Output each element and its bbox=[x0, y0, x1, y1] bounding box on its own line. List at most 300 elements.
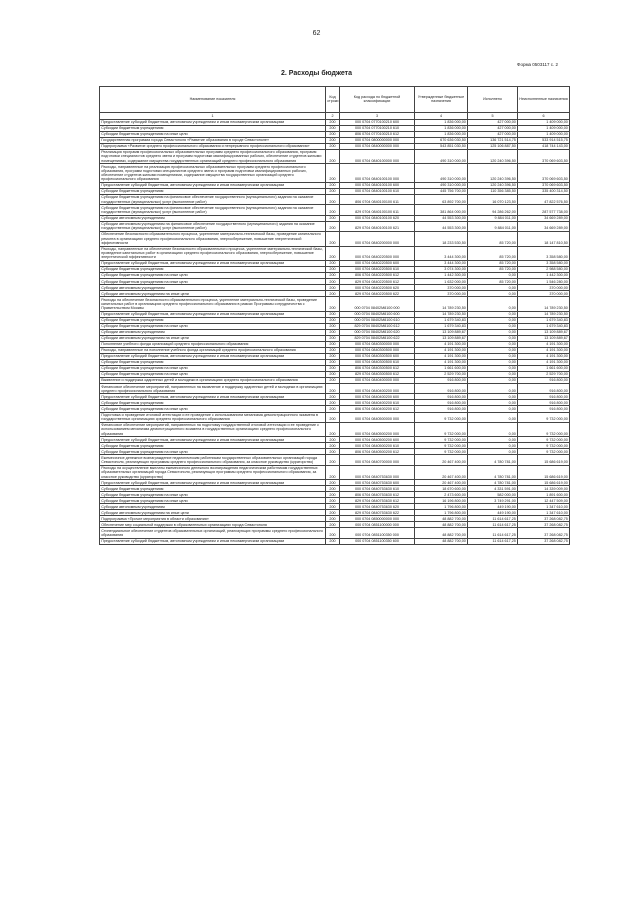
row-approved: 18 670 600,00 bbox=[415, 486, 468, 492]
row-name: Субсидии бюджетным учреждениям на иные цели bbox=[100, 131, 326, 137]
row-name: Субсидии бюджетным учреждениям bbox=[100, 125, 326, 131]
row-code: 200 bbox=[326, 498, 340, 504]
row-classification: 000 0704 0840753630 600 bbox=[340, 480, 415, 486]
table-row bbox=[100, 498, 570, 504]
row-unexecuted: 34 669 289,00 bbox=[518, 221, 570, 231]
row-executed: 0,00 bbox=[468, 323, 518, 329]
row-name: Предоставление субсидий бюджетным, автономным учреждениям и иным некоммерческим организациям bbox=[100, 311, 326, 317]
row-executed: 0,00 bbox=[468, 394, 518, 400]
row-code: 200 bbox=[326, 279, 340, 285]
row-code: 200 bbox=[326, 443, 340, 449]
row-executed: 0,00 bbox=[468, 437, 518, 443]
row-unexecuted: 916 800,00 bbox=[518, 384, 570, 394]
row-code: 200 bbox=[326, 510, 340, 516]
row-unexecuted: 1 891 600,00 bbox=[518, 492, 570, 498]
row-classification: 000 0704 0851100350 600 bbox=[340, 538, 415, 544]
row-classification: 000 0704 0840400200 000 bbox=[340, 384, 415, 394]
row-approved: 1 632 000,00 bbox=[415, 279, 468, 285]
row-approved: 14 789 230,50 bbox=[415, 311, 468, 317]
row-unexecuted: 3 358 580,00 bbox=[518, 246, 570, 261]
table-row bbox=[100, 131, 570, 137]
row-unexecuted: 15 686 619,00 bbox=[518, 455, 570, 465]
row-code: 200 bbox=[326, 297, 340, 312]
row-unexecuted: 370 069 603,50 bbox=[518, 164, 570, 183]
row-classification: 829 0704 0840100100 621 bbox=[340, 221, 415, 231]
row-classification: 806 0704 0840400200 612 bbox=[340, 406, 415, 412]
row-classification: 829 0704 0840100100 611 bbox=[340, 205, 415, 215]
row-classification: 000 0704 0840400200 600 bbox=[340, 394, 415, 400]
row-classification: 000 0704 0800000000 000 bbox=[340, 137, 415, 143]
row-name: Субсидии бюджетным учреждениям bbox=[100, 486, 326, 492]
row-code: 200 bbox=[326, 125, 340, 131]
row-approved: 2 529 700,00 bbox=[415, 372, 468, 378]
row-code: 200 bbox=[326, 406, 340, 412]
column-index: 2 bbox=[326, 112, 340, 119]
table-row bbox=[100, 119, 570, 125]
row-executed: 85 720,00 bbox=[468, 261, 518, 267]
row-classification: 000 0704 0840300500 600 bbox=[340, 353, 415, 359]
row-code: 200 bbox=[326, 317, 340, 323]
row-code: 200 bbox=[326, 455, 340, 465]
row-name: Расходы на обеспечение безопасности образовательного процесса, укрепление материально-технической базы, проведение капитальных работ в организациях среднего профессионального образования в рамках Программы сотрудничества с Правительством Москвы bbox=[100, 297, 326, 312]
row-code: 200 bbox=[326, 372, 340, 378]
row-name: Государственная программа города Севастополя «Развитие образования в городе Севастополе» bbox=[100, 137, 326, 143]
row-code: 200 bbox=[326, 291, 340, 297]
row-classification: 829 0704 08402М8100 622 bbox=[340, 335, 415, 341]
table-row bbox=[100, 422, 570, 437]
row-name: Субсидии автономным учреждениям на иные цели bbox=[100, 510, 326, 516]
row-approved: 20 467 400,00 bbox=[415, 455, 468, 465]
row-executed: 0,00 bbox=[468, 335, 518, 341]
row-name: Субсидии автономным учреждениям на иные цели bbox=[100, 291, 326, 297]
table-row bbox=[100, 480, 570, 486]
row-name: Предоставление субсидий бюджетным, автономным учреждениям и иным некоммерческим организациям bbox=[100, 437, 326, 443]
column-index: 1 bbox=[100, 112, 326, 119]
row-name: Субсидии бюджетным учреждениям bbox=[100, 317, 326, 323]
row-unexecuted: 9 732 000,00 bbox=[518, 443, 570, 449]
row-approved: 490 310 000,00 bbox=[415, 149, 468, 164]
row-name: Субсидии бюджетным учреждениям bbox=[100, 443, 326, 449]
row-name: Стипендиальное обеспечение студентов образовательных организаций, реализующих программы среднего профессионального образования bbox=[100, 528, 326, 538]
row-approved: 1 679 340,83 bbox=[415, 317, 468, 323]
row-approved: 670 636 030,50 bbox=[415, 137, 468, 143]
row-code: 200 bbox=[326, 394, 340, 400]
row-classification: 000 0704 0840220500 600 bbox=[340, 261, 415, 267]
row-executed: 11 614 617,25 bbox=[468, 538, 518, 544]
row-executed: 0,00 bbox=[468, 341, 518, 347]
row-executed: 0,00 bbox=[468, 353, 518, 359]
row-unexecuted: 12 447 509,00 bbox=[518, 498, 570, 504]
row-classification: 000 0704 0840500200 610 bbox=[340, 443, 415, 449]
row-approved: 1 796 800,00 bbox=[415, 510, 468, 516]
row-executed: 11 614 617,25 bbox=[468, 516, 518, 522]
row-approved: 9 732 000,00 bbox=[415, 449, 468, 455]
row-code: 200 bbox=[326, 412, 340, 422]
row-code: 200 bbox=[326, 449, 340, 455]
row-approved: 1 836 000,00 bbox=[415, 119, 468, 125]
row-approved: 1 796 800,00 bbox=[415, 504, 468, 510]
row-classification: 000 0704 0840100100 620 bbox=[340, 215, 415, 221]
row-unexecuted: 1 347 610,00 bbox=[518, 504, 570, 510]
row-name: Субсидии бюджетным учреждениям на иные цели bbox=[100, 323, 326, 329]
row-approved: 370 000,00 bbox=[415, 291, 468, 297]
row-executed: 0,00 bbox=[468, 366, 518, 372]
row-unexecuted: 4 191 300,00 bbox=[518, 347, 570, 353]
row-unexecuted: 14 789 230,50 bbox=[518, 297, 570, 312]
row-unexecuted: 1 409 000,00 bbox=[518, 131, 570, 137]
row-approved: 13 109 889,67 bbox=[415, 329, 468, 335]
row-executed: 427 000,00 bbox=[468, 119, 518, 125]
row-executed: 120 240 396,50 bbox=[468, 164, 518, 183]
row-name: Расходы на осуществление выплаты ежемесячного денежного вознаграждения педагогическим работникам государственных образовательных организаций города Севастополя, реализующих программы среднего профессионального образования, за классное руководство (кураторство) bbox=[100, 465, 326, 480]
row-unexecuted: 2 529 700,00 bbox=[518, 372, 570, 378]
table-row bbox=[100, 149, 570, 164]
row-unexecuted: 1 409 000,00 bbox=[518, 119, 570, 125]
row-unexecuted: 1 679 340,83 bbox=[518, 323, 570, 329]
row-executed: 0,00 bbox=[468, 422, 518, 437]
row-classification: 000 0704 0840100100 000 bbox=[340, 164, 415, 183]
table-row bbox=[100, 384, 570, 394]
budget-table bbox=[99, 86, 570, 545]
row-classification: 000 0704 0851100350 000 bbox=[340, 528, 415, 538]
row-unexecuted: 13 109 889,67 bbox=[518, 335, 570, 341]
row-name: Предоставление субсидий бюджетным, автономным учреждениям и иным некоммерческим организациям bbox=[100, 353, 326, 359]
row-code: 200 bbox=[326, 221, 340, 231]
table-row bbox=[100, 143, 570, 149]
row-executed: 0,00 bbox=[468, 311, 518, 317]
row-approved: 490 310 000,00 bbox=[415, 164, 468, 183]
row-executed: 85 720,00 bbox=[468, 279, 518, 285]
table-row bbox=[100, 412, 570, 422]
row-approved: 916 800,00 bbox=[415, 384, 468, 394]
row-code: 200 bbox=[326, 465, 340, 480]
row-name: Субсидии бюджетным учреждениям на иные цели bbox=[100, 492, 326, 498]
row-classification: 000 0704 0851100000 000 bbox=[340, 522, 415, 528]
row-approved: 9 732 000,00 bbox=[415, 422, 468, 437]
row-classification: 000 0704 0850000000 000 bbox=[340, 516, 415, 522]
row-approved: 16 196 800,00 bbox=[415, 498, 468, 504]
row-code: 200 bbox=[326, 522, 340, 528]
row-executed: 0,00 bbox=[468, 347, 518, 353]
row-name: Ежемесячное денежное вознаграждение педагогическим работникам государственных образовательных организаций города Севастополя, реализующих программы среднего профессионального образования, за классное руководство (кураторство) bbox=[100, 455, 326, 465]
row-executed: 0,00 bbox=[468, 378, 518, 384]
row-unexecuted: 9 732 000,00 bbox=[518, 412, 570, 422]
row-unexecuted: 916 800,00 bbox=[518, 394, 570, 400]
row-approved: 14 789 230,50 bbox=[415, 297, 468, 312]
row-name: Подготовка и проведение итоговой аттестации и ее проведение с использованием механизма демонстрационного экзамена в государственных организациях среднего профессионального образования bbox=[100, 412, 326, 422]
row-executed: 4 780 781,00 bbox=[468, 480, 518, 486]
header-executed: Исполнено bbox=[468, 87, 518, 113]
row-name: Выявление и поддержка одаренных детей и молодежи в организациях среднего профессионального образования bbox=[100, 378, 326, 384]
table-row bbox=[100, 492, 570, 498]
row-name: Пополнение учебного фонда организаций среднего профессионального образования bbox=[100, 341, 326, 347]
row-executed: 0,00 bbox=[468, 443, 518, 449]
row-approved: 20 467 400,00 bbox=[415, 465, 468, 480]
row-name: Субсидии бюджетным учреждениям на финансовое обеспечение государственного (муниципального) задания на оказание государственных (муниципальных) услуг (выполнение работ) bbox=[100, 195, 326, 205]
header-row bbox=[100, 87, 570, 113]
row-approved: 4 191 300,00 bbox=[415, 347, 468, 353]
row-code: 200 bbox=[326, 231, 340, 246]
row-executed: 85 720,00 bbox=[468, 246, 518, 261]
row-unexecuted: 15 686 619,00 bbox=[518, 465, 570, 480]
row-executed: 11 614 617,25 bbox=[468, 528, 518, 538]
row-approved: 2 473 600,00 bbox=[415, 492, 468, 498]
row-name: Расходы, направленные на реализацию профессиональных образовательных программ среднего профессионального образования, программ подготовки специалистов среднего звена и программ подготовки квалифицированных рабочих, обеспечение студентов жилыми помещениями, содержание имущества государственных организаций среднего профессионального образования bbox=[100, 164, 326, 183]
row-code: 200 bbox=[326, 205, 340, 215]
row-name: Финансовое обеспечение мероприятий, направленных на выявление и поддержку одаренных детей и молодежи в организациях среднего профессионального образования bbox=[100, 384, 326, 394]
row-name: Финансовое обеспечение мероприятий, направленных на подготовку государственной итоговой аттестации и ее проведение с использованием механизма демонстрационного экзамена в государственных организациях среднего профессионального образования bbox=[100, 422, 326, 437]
row-executed: 0,00 bbox=[468, 412, 518, 422]
row-name: Субсидии бюджетным учреждениям на иные цели bbox=[100, 372, 326, 378]
row-classification: 000 0704 0840100000 000 bbox=[340, 149, 415, 164]
row-approved: 44 553 300,00 bbox=[415, 221, 468, 231]
row-approved: 370 000,00 bbox=[415, 285, 468, 291]
row-name: Обеспечение мер социальной поддержки в образовательных организациях города Севастополя bbox=[100, 522, 326, 528]
row-unexecuted: 4 191 300,00 bbox=[518, 360, 570, 366]
row-code: 200 bbox=[326, 335, 340, 341]
row-name: Субсидии бюджетным учреждениям на иные цели bbox=[100, 273, 326, 279]
column-index-row bbox=[100, 112, 570, 119]
row-approved: 9 732 000,00 bbox=[415, 437, 468, 443]
row-approved: 381 864 000,00 bbox=[415, 205, 468, 215]
row-classification: 806 0704 0840300500 612 bbox=[340, 366, 415, 372]
row-classification: 000 0704 08402М8100 600 bbox=[340, 311, 415, 317]
row-code: 200 bbox=[326, 486, 340, 492]
row-unexecuted: 14 789 230,50 bbox=[518, 311, 570, 317]
row-approved: 1 679 340,83 bbox=[415, 323, 468, 329]
row-approved: 20 467 400,00 bbox=[415, 480, 468, 486]
row-unexecuted: 9 732 000,00 bbox=[518, 449, 570, 455]
row-code: 200 bbox=[326, 149, 340, 164]
form-code: Форма 0503117 с. 2 bbox=[517, 62, 558, 67]
row-code: 200 bbox=[326, 516, 340, 522]
row-classification: 806 0704 0840500200 612 bbox=[340, 449, 415, 455]
row-code: 200 bbox=[326, 538, 340, 544]
row-executed: 4 331 591,00 bbox=[468, 486, 518, 492]
row-unexecuted: 18 147 810,50 bbox=[518, 231, 570, 246]
section-title: 2. Расходы бюджета bbox=[281, 70, 352, 77]
table-row bbox=[100, 261, 570, 267]
row-name: Обеспечение безопасности образовательного процесса, укрепление материально-технической базы, проведение капитального ремонта в организациях среднего профессионального образования, энергосбережение, повышение энергетической эффективности bbox=[100, 231, 326, 246]
row-code: 200 bbox=[326, 183, 340, 189]
row-unexecuted: 34 669 289,00 bbox=[518, 215, 570, 221]
row-executed: 0,00 bbox=[468, 273, 518, 279]
row-executed: 4 780 781,00 bbox=[468, 455, 518, 465]
row-classification: 806 0704 0770100210 612 bbox=[340, 131, 415, 137]
row-executed: 3 749 291,00 bbox=[468, 498, 518, 504]
row-classification: 829 0704 0840753630 622 bbox=[340, 510, 415, 516]
row-executed: 0,00 bbox=[468, 297, 518, 312]
row-unexecuted: 14 339 009,00 bbox=[518, 486, 570, 492]
row-unexecuted: 1 409 000,00 bbox=[518, 125, 570, 131]
row-unexecuted: 1 661 600,00 bbox=[518, 366, 570, 372]
row-unexecuted: 1 347 610,00 bbox=[518, 510, 570, 516]
header-name: Наименование показателя bbox=[100, 87, 326, 113]
row-classification: 000 0704 0770100210 600 bbox=[340, 119, 415, 125]
row-code: 200 bbox=[326, 329, 340, 335]
row-code: 200 bbox=[326, 131, 340, 137]
row-approved: 4 191 300,00 bbox=[415, 360, 468, 366]
row-executed: 0,00 bbox=[468, 291, 518, 297]
row-classification: 000 0704 0840300500 610 bbox=[340, 360, 415, 366]
row-name: Субсидии бюджетным учреждениям bbox=[100, 189, 326, 195]
row-code: 200 bbox=[326, 347, 340, 353]
row-classification: 000 0704 0840400000 000 bbox=[340, 378, 415, 384]
table-row bbox=[100, 510, 570, 516]
row-executed: 0,00 bbox=[468, 317, 518, 323]
row-executed: 9 884 011,00 bbox=[468, 221, 518, 231]
row-name: Субсидии автономным учреждениям bbox=[100, 329, 326, 335]
row-name: Субсидии бюджетным учреждениям bbox=[100, 267, 326, 273]
row-name: Субсидии бюджетным учреждениям на иные цели bbox=[100, 449, 326, 455]
row-unexecuted: 2 988 580,00 bbox=[518, 267, 570, 273]
row-unexecuted: 1 546 280,00 bbox=[518, 279, 570, 285]
row-approved: 44 553 300,00 bbox=[415, 215, 468, 221]
row-unexecuted: 37 268 082,75 bbox=[518, 516, 570, 522]
table-row bbox=[100, 205, 570, 215]
row-classification: 000 0704 0840000000 000 bbox=[340, 143, 415, 149]
header-classification: Код расхода по бюджетной классификации bbox=[340, 87, 415, 113]
row-code: 200 bbox=[326, 164, 340, 183]
row-executed: 125 106 887,50 bbox=[468, 143, 518, 149]
row-code: 200 bbox=[326, 400, 340, 406]
row-unexecuted: 47 822 576,50 bbox=[518, 195, 570, 205]
row-unexecuted: 1 442 300,00 bbox=[518, 273, 570, 279]
row-classification: 000 0704 0840500200 000 bbox=[340, 422, 415, 437]
row-name: Субсидии автономным учреждениям bbox=[100, 285, 326, 291]
table-row bbox=[100, 297, 570, 312]
row-code: 200 bbox=[326, 189, 340, 195]
row-unexecuted: 916 800,00 bbox=[518, 406, 570, 412]
row-code: 200 bbox=[326, 143, 340, 149]
row-unexecuted: 533 914 515,75 bbox=[518, 137, 570, 143]
column-index: 6 bbox=[518, 112, 570, 119]
row-unexecuted: 1 679 340,83 bbox=[518, 317, 570, 323]
row-unexecuted: 3 358 580,00 bbox=[518, 261, 570, 267]
row-name: Предоставление субсидий бюджетным, автономным учреждениям и иным некоммерческим организациям bbox=[100, 119, 326, 125]
row-code: 200 bbox=[326, 323, 340, 329]
row-code: 200 bbox=[326, 273, 340, 279]
row-name: Субсидии бюджетным учреждениям на финансовое обеспечение государственного (муниципального) задания на оказание государственных (муниципальных) услуг (выполнение работ) bbox=[100, 205, 326, 215]
row-code: 200 bbox=[326, 366, 340, 372]
row-code: 200 bbox=[326, 360, 340, 366]
row-executed: 0,00 bbox=[468, 285, 518, 291]
row-name: Субсидии бюджетным учреждениям bbox=[100, 400, 326, 406]
row-unexecuted: 916 800,00 bbox=[518, 400, 570, 406]
row-executed: 0,00 bbox=[468, 360, 518, 366]
table-row bbox=[100, 538, 570, 544]
row-classification: 000 0704 08402М8100 620 bbox=[340, 329, 415, 335]
row-approved: 9 732 000,00 bbox=[415, 443, 468, 449]
row-code: 200 bbox=[326, 246, 340, 261]
row-classification: 806 0704 0840220500 612 bbox=[340, 273, 415, 279]
row-executed: 449 190,00 bbox=[468, 504, 518, 510]
row-unexecuted: 9 732 000,00 bbox=[518, 437, 570, 443]
row-approved: 1 661 600,00 bbox=[415, 366, 468, 372]
row-name: Расходы, направленные на пополнение учебного фонда организаций среднего профессионального образования bbox=[100, 347, 326, 353]
row-executed: 85 720,00 bbox=[468, 231, 518, 246]
column-index: 5 bbox=[468, 112, 518, 119]
row-approved: 3 444 300,00 bbox=[415, 261, 468, 267]
table-row bbox=[100, 195, 570, 205]
row-unexecuted: 370 000,00 bbox=[518, 285, 570, 291]
row-code: 200 bbox=[326, 353, 340, 359]
row-classification: 000 0704 0840700000 000 bbox=[340, 455, 415, 465]
table-row bbox=[100, 528, 570, 538]
row-code: 200 bbox=[326, 267, 340, 273]
row-executed: 9 884 011,00 bbox=[468, 215, 518, 221]
row-name: Предоставление субсидий бюджетным, автономным учреждениям и иным некоммерческим организациям bbox=[100, 261, 326, 267]
row-approved: 9 732 000,00 bbox=[415, 412, 468, 422]
row-unexecuted: 370 069 603,50 bbox=[518, 183, 570, 189]
row-code: 200 bbox=[326, 137, 340, 143]
row-classification: 000 0704 0840100100 610 bbox=[340, 189, 415, 195]
row-name: Субсидии бюджетным учреждениям на иные цели bbox=[100, 406, 326, 412]
row-approved: 916 800,00 bbox=[415, 378, 468, 384]
row-approved: 1 836 000,00 bbox=[415, 125, 468, 131]
row-executed: 0,00 bbox=[468, 406, 518, 412]
row-code: 200 bbox=[326, 437, 340, 443]
table-row bbox=[100, 231, 570, 246]
row-name: Подпрограмма «Развитие среднего профессионального образования и непрерывного профессионального образования» bbox=[100, 143, 326, 149]
row-approved: 3 074 300,00 bbox=[415, 267, 468, 273]
row-executed: 94 286 262,00 bbox=[468, 205, 518, 215]
row-classification: 000 0704 0840200000 000 bbox=[340, 231, 415, 246]
row-code: 200 bbox=[326, 285, 340, 291]
row-approved: 48 882 700,00 bbox=[415, 522, 468, 528]
row-classification: 829 0704 0840220500 612 bbox=[340, 279, 415, 285]
row-code: 200 bbox=[326, 195, 340, 205]
row-unexecuted: 4 191 300,00 bbox=[518, 353, 570, 359]
table-row bbox=[100, 522, 570, 528]
row-classification: 829 0704 08402М8100 612 bbox=[340, 323, 415, 329]
row-unexecuted: 37 268 082,75 bbox=[518, 538, 570, 544]
row-code: 200 bbox=[326, 384, 340, 394]
row-approved: 543 851 030,50 bbox=[415, 143, 468, 149]
row-code: 200 bbox=[326, 422, 340, 437]
row-approved: 490 310 000,00 bbox=[415, 183, 468, 189]
row-code: 200 bbox=[326, 119, 340, 125]
row-name: Субсидии автономным учреждениям bbox=[100, 215, 326, 221]
row-code: 200 bbox=[326, 504, 340, 510]
row-classification: 000 0704 0840220500 000 bbox=[340, 246, 415, 261]
row-classification: 806 0704 0840753630 612 bbox=[340, 492, 415, 498]
table-row bbox=[100, 246, 570, 261]
row-executed: 110 356 385,50 bbox=[468, 189, 518, 195]
row-name: Субсидии автономным учреждениям bbox=[100, 504, 326, 510]
row-name: Субсидии бюджетным учреждениям на иные цели bbox=[100, 279, 326, 285]
row-name: Расходы, направленные на обеспечение безопасности образовательного процесса, укрепление материально-технической базы, проведение капитальных работ в организациях среднего профессионального образования, энергосбережение, повышение энергетической эффективности bbox=[100, 246, 326, 261]
header-unexecuted: Неисполненные назначения bbox=[518, 87, 570, 113]
row-executed: 4 780 781,00 bbox=[468, 465, 518, 480]
row-approved: 63 892 700,00 bbox=[415, 195, 468, 205]
table-row bbox=[100, 221, 570, 231]
row-approved: 445 756 700,00 bbox=[415, 189, 468, 195]
row-code: 200 bbox=[326, 480, 340, 486]
row-code: 200 bbox=[326, 492, 340, 498]
row-classification: 000 0704 08402М8100 610 bbox=[340, 317, 415, 323]
row-code: 200 bbox=[326, 311, 340, 317]
row-classification: 829 0704 0840220500 622 bbox=[340, 291, 415, 297]
row-classification: 829 0704 0840753630 612 bbox=[340, 498, 415, 504]
row-name: Субсидии бюджетным учреждениям bbox=[100, 360, 326, 366]
row-name: Субсидии автономным учреждениям на иные цели bbox=[100, 335, 326, 341]
row-code: 200 bbox=[326, 528, 340, 538]
row-approved: 916 800,00 bbox=[415, 400, 468, 406]
row-unexecuted: 15 686 619,00 bbox=[518, 480, 570, 486]
row-executed: 11 614 617,25 bbox=[468, 522, 518, 528]
table-row bbox=[100, 137, 570, 143]
